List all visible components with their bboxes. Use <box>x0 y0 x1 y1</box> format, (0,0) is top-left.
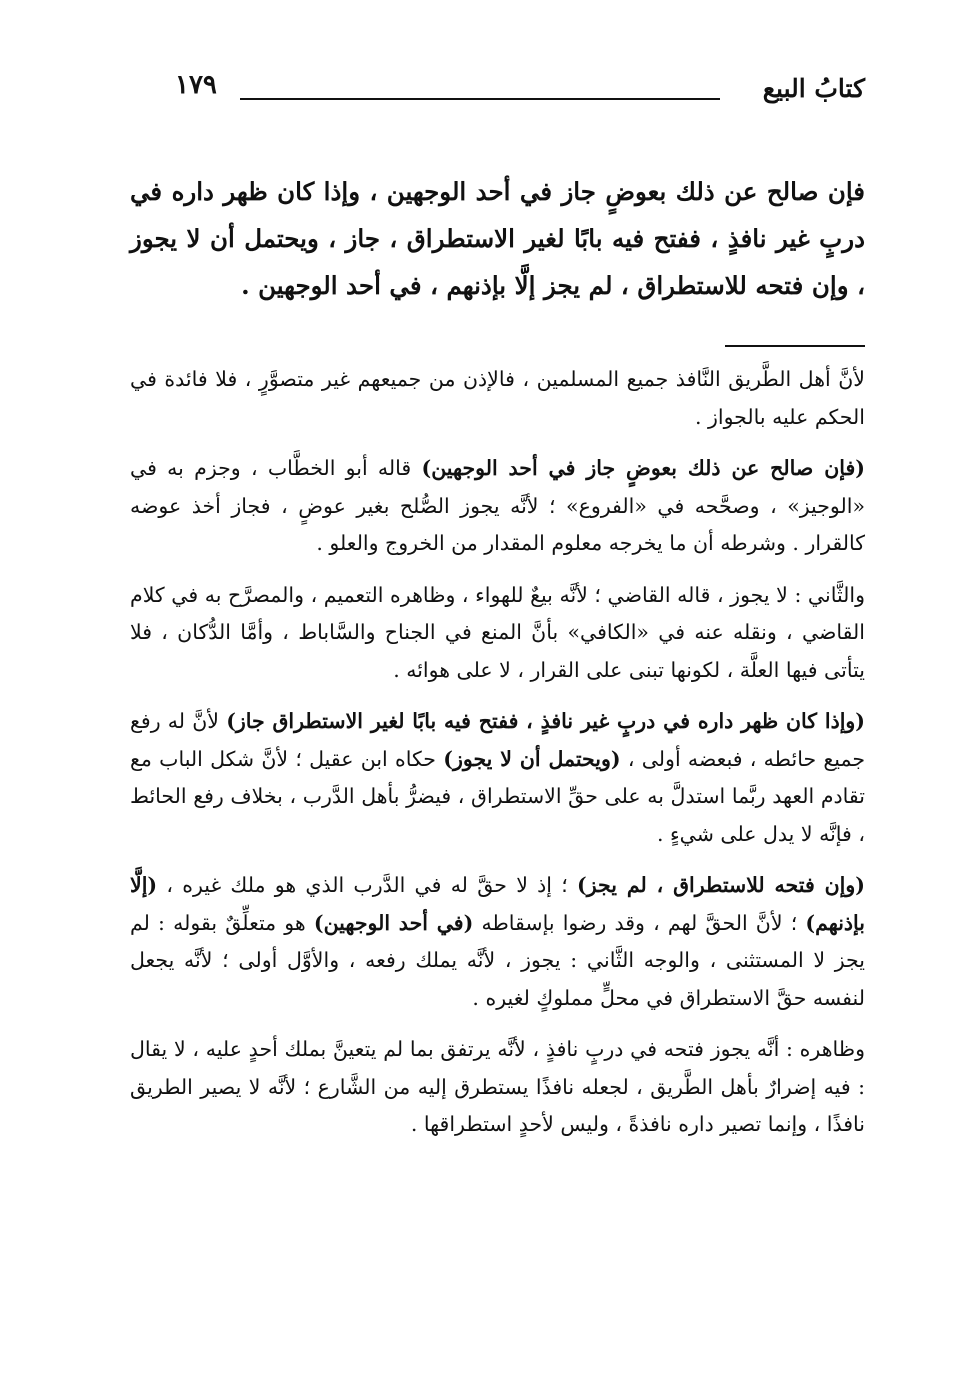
quoted-matn: (وإن فتحه للاستطراق ، لم يجز) <box>577 873 865 897</box>
commentary-text: ؛ إذ لا حقَّ له في الدَّرب الذي هو ملك غيره ، <box>157 873 578 897</box>
commentary-paragraph: وظاهره : أنَّه يجوز فتحه في دربٍ نافذٍ ، لأنَّه يرتفق بما لم يتعينَّ بملك أحدٍ عليه ، لا يقال : فيه إضرارٌ بأهل الطَّريق ، لجعله نافذًا يستطرق إليه من الشَّارع ؛ لأنَّه لا يصير الطريق نافذًا ، وإنما تصير داره نافذةً ، وليس لأحدٍ استطراقها . <box>130 1037 865 1136</box>
commentary-paragraph <box>130 703 865 853</box>
commentary-paragraph <box>130 867 865 1017</box>
main-text: فإن صالح عن ذلك بعوضٍ جاز في أحد الوجهين ، وإذا كان ظهر داره في دربٍ غير نافذٍ ، ففتح فيه بابًا لغير الاستطراق ، جاز ، ويحتمل أن لا يجوز ، وإن فتحه للاستطراق ، لم يجز إلَّا بإذنهم ، في أحد الوجهين . <box>130 177 865 300</box>
page-header <box>130 70 865 120</box>
quoted-matn: (ويحتمل أن لا يجوز) <box>443 746 621 771</box>
page-number: ١٧٩ <box>175 70 217 100</box>
book-title: كتابُ البيع <box>762 74 865 103</box>
commentary-divider <box>725 345 865 347</box>
commentary-text: هو متعلِّقٌ بقوله : لم يجز لا المستثنى ، والوجه الثَّاني : يجوز ، لأنَّه يملك رفعه ، والأوَّل أولى ؛ لأنَّه يجعل لنفسه حقَّ الاستطراق في محلٍّ مملوكٍ لغيره . <box>130 910 865 1010</box>
commentary-text: حكاه ابن عقيل ؛ لأنَّ شكل الباب مع تقادم العهد ربَّما استدلَّ به على حقِّ الاستطراق ، فيضرُّ بأهل الدَّرب ، بخلاف رفع الحائط ، فإنَّه لا يدل على شيءٍ . <box>130 746 865 846</box>
commentary-paragraph: لأنَّ أهل الطَّريق النَّافذ جميع المسلمين ، فالإذن من جميعهم غير متصوَّرٍ ، فلا فائدة في الحكم عليه بالجواز . <box>130 367 865 429</box>
commentary-paragraph: والثَّاني : لا يجوز ، قاله القاضي ؛ لأنَّه بيعٌ للهواء ، وظاهره التعميم ، والمصرَّح به في كلام القاضي ، ونقله عنه في «الكافي» بأنَّ المنع في الجناح والسَّاباط ، وأمَّا الدُّكان ، فلا يتأتى فيها العلَّة ، لكونها تبنى على القرار ، لا على هوائه . <box>130 582 865 682</box>
commentary-paragraph <box>130 450 865 563</box>
commentary-text: لأنَّ له رفع جميع حائطه ، فبعضه أولى ، <box>130 709 865 771</box>
commentary-text: قاله أبو الخطَّاب ، وجزم به في «الوجيز» ، وصحَّحه في «الفروع» ؛ لأنَّه يجوز الصُّلح بغير عوضٍ ، فجاز أخذ عوضه كالقرار . وشرطه أن ما يخرجه معلوم المقدار من الخروج والعلو . <box>130 456 865 555</box>
quoted-matn: (فإن صالح عن ذلك بعوضٍ جاز في أحد الوجهين) <box>421 456 866 480</box>
header-rule <box>240 98 720 100</box>
commentary <box>130 361 865 1144</box>
book-page <box>130 70 865 1144</box>
quoted-matn: (وإذا كان ظهر داره في دربٍ غير نافذٍ ، ففتح فيه بابًا لغير الاستطراق جاز) <box>226 709 865 733</box>
commentary-text: ؛ لأنَّ الحقَّ لهم ، وقد رضوا بإسقاطه <box>473 910 806 935</box>
quoted-matn: (إلَّا بإذنهم) <box>130 873 865 935</box>
quoted-matn: (في أحد الوجهين) <box>313 910 474 935</box>
